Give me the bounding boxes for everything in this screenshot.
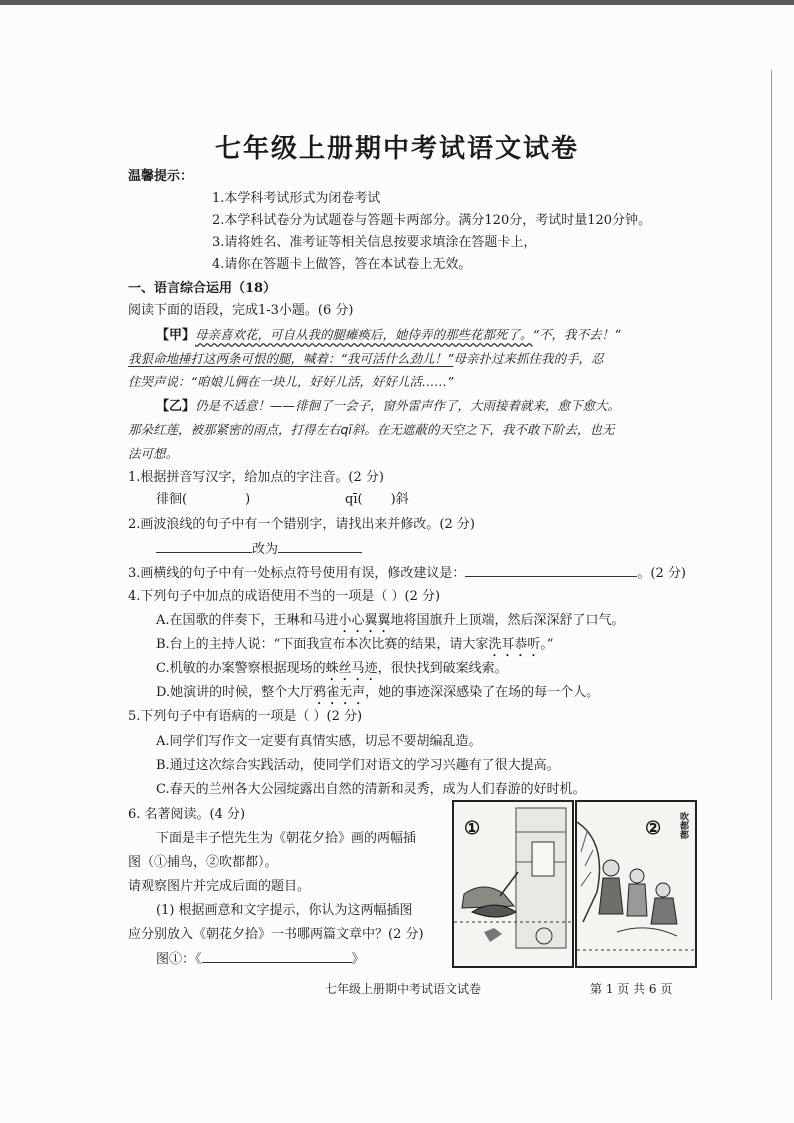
- tip-item: 3.请将姓名、准考证等相关信息按要求填涂在答题卡上，: [212, 235, 537, 250]
- option-text: D.她演讲的时候，整个大厅: [156, 685, 314, 700]
- q4-option-a: [156, 612, 625, 636]
- q5-option-c: C.春天的兰州各大公园绽露出自然的清新和灵秀，成为人们春游的好时机。: [156, 782, 586, 797]
- scan-border: [0, 0, 794, 5]
- tip-item: 1.本学科考试形式为闭卷考试: [212, 191, 381, 206]
- question-1: 1.根据拼音写汉字，给加点的字注音。(2 分): [128, 470, 384, 485]
- wavy-sentence: 母亲喜欢花，可自从我的腿瘫痪后，她侍弄的那些花都死了。: [195, 327, 533, 342]
- option-text: C.机敏的办案警察根据现场的: [156, 661, 326, 676]
- option-text: ，很快找到破案线索。: [377, 661, 508, 676]
- section1-heading: 一、语言综合运用（18）: [128, 281, 277, 296]
- answer-blank[interactable]: [465, 564, 637, 577]
- tip-item: 2.本学科试卷分为试题卷与答题卡两部分。满分120分，考试时量120分钟。: [212, 213, 652, 228]
- q5-option-b: B.通过这次综合实践活动，使同学们对语文的学习兴趣有了很大提高。: [156, 758, 560, 773]
- passage-jia-label: 【甲】: [156, 328, 196, 343]
- question-6: 6. 名著阅读。(4 分): [128, 807, 246, 822]
- tip-item: 4.请你在答题卡上做答，答在本试卷上无效。: [212, 257, 472, 272]
- illustration-stamp: 吹都都: [678, 812, 688, 839]
- underlined-sentence: 我狠命地捶打这两条可恨的腿，喊着：“我可活什么劲儿！”: [128, 351, 454, 366]
- answer-blank[interactable]: [156, 540, 252, 553]
- passage-yi-line2: 那朵红莲，被那紧密的雨点，打得左右qī斜。在无遮蔽的天空之下，我不敢下阶去，也无: [128, 422, 615, 437]
- footer-title: 七年级上册期中考试语文试卷: [325, 982, 482, 996]
- page-title: 七年级上册期中考试语文试卷: [214, 134, 579, 164]
- dotted-idiom: 蛛丝马迹: [325, 661, 378, 676]
- option-text: 。”: [540, 637, 554, 652]
- question-2: 2.画波浪线的句子中有一个错别字，请找出来并修改。(2 分): [128, 517, 475, 532]
- q2-mid-text: 改为: [252, 542, 279, 557]
- passage-yi-line3: 法可想。: [128, 446, 179, 461]
- dotted-idiom: 小心翼翼: [338, 613, 391, 628]
- dotted-idiom: 鸦雀无声: [313, 685, 366, 700]
- question-5: 5.下列句子中有语病的一项是（ ）(2 分): [128, 709, 363, 724]
- q6-line: 应分别放入《朝花夕拾》一书哪两篇文章中？(2 分): [128, 927, 424, 942]
- answer-blank[interactable]: [278, 540, 362, 553]
- question-3: [128, 564, 686, 583]
- q5-option-a: A.同学们写作文一定要有真情实感，切忌不要胡编乱造。: [156, 734, 482, 749]
- passage-yi-label: 【乙】: [156, 399, 196, 414]
- passage-text: 母亲扑过来抓住我的手，忍: [453, 351, 604, 366]
- q1-blank-a[interactable]: [156, 491, 250, 509]
- q6-answer-label: 图①：《: [156, 952, 202, 967]
- q1-part-a: 徘徊(: [156, 492, 188, 507]
- dotted-idiom: 洗耳恭听: [488, 637, 541, 652]
- passage-jia-line3: 住哭声说：“咱娘儿俩在一块儿，好好儿活，好好儿活……”: [128, 374, 454, 389]
- q1-blank-b[interactable]: [345, 491, 409, 509]
- question-4: 4.下列句子中加点的成语使用不当的一项是（ ）(2 分): [128, 589, 441, 604]
- q6-answer-line: [156, 950, 365, 969]
- passage-text: “不，我不去！”: [532, 327, 621, 342]
- illustration-catch-bird: [452, 800, 574, 968]
- q1-part-b: qī(: [345, 492, 363, 507]
- passage-jia-line1: [156, 326, 620, 345]
- illustration-number: ①: [464, 818, 481, 839]
- q6-answer-end: 》: [351, 952, 365, 967]
- tips-heading: 温馨提示：: [128, 169, 194, 184]
- illustration-blow-duduo: [575, 800, 697, 968]
- q4-option-d: [156, 684, 599, 708]
- passage-jia-line2: [128, 350, 603, 369]
- q4-option-c: [156, 660, 508, 684]
- scan-edge-line: [771, 70, 772, 1000]
- q6-line: (1) 根据画意和文字提示，你认为这两幅插图: [156, 903, 413, 918]
- q6-line: 图（①捕鸟，②吹都都）。: [128, 855, 278, 870]
- q6-line: 下面是丰子恺先生为《朝花夕拾》画的两幅插: [156, 831, 417, 846]
- option-text: ，她的事迹深深感染了在场的每一个人。: [365, 685, 600, 700]
- q3-text: 3.画横线的句子中有一处标点符号使用有误，修改建议是：: [128, 566, 466, 581]
- illustration-number: ②: [645, 818, 662, 839]
- q2-answer-line[interactable]: [156, 540, 362, 559]
- passage-yi-line1: [156, 397, 620, 416]
- option-text: B.台上的主持人说：“下面我宣布本次比赛的结果，请大家: [156, 637, 489, 652]
- section1-intro: 阅读下面的语段，完成1-3小题。(6 分): [128, 303, 354, 318]
- option-text: A.在国歌的伴奏下，王琳和马进: [156, 613, 339, 628]
- q6-line: 请观察图片并完成后面的题目。: [128, 879, 311, 894]
- q4-option-b: [156, 636, 554, 660]
- option-text: 地将国旗升上顶端，然后深深舒了口气。: [390, 613, 625, 628]
- footer-page-number: 第 1 页 共 6 页: [590, 982, 673, 996]
- passage-text: 仍是不适意！——徘徊了一会子，窗外雷声作了，大雨接着就来，愈下愈大。: [195, 398, 621, 413]
- answer-blank[interactable]: [202, 950, 352, 963]
- q3-end: 。(2 分): [637, 566, 686, 581]
- q1-part-a-close: ): [245, 492, 251, 507]
- q1-part-b-close: )斜: [390, 492, 409, 507]
